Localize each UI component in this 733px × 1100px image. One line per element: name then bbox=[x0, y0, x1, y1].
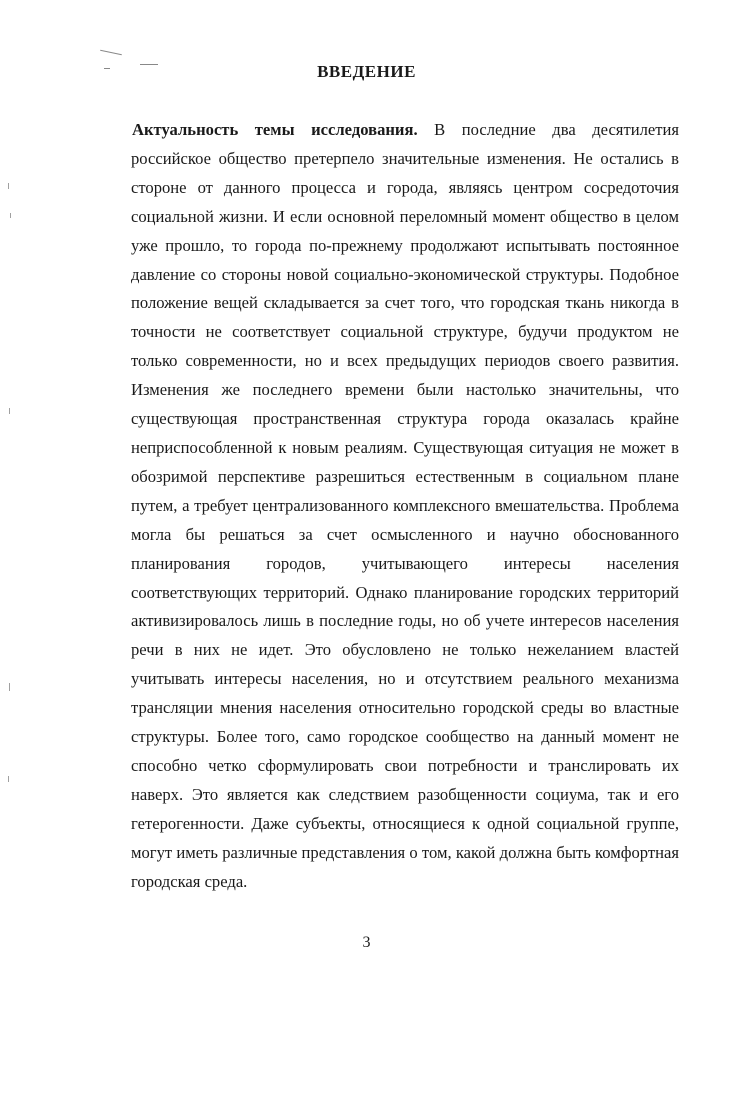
body-paragraph bbox=[131, 116, 679, 896]
scan-artifact bbox=[8, 183, 9, 189]
page-number: 3 bbox=[362, 934, 371, 951]
scan-artifact bbox=[9, 683, 10, 691]
scan-artifact bbox=[10, 213, 11, 218]
scan-artifact bbox=[8, 776, 9, 782]
scan-artifact bbox=[100, 50, 122, 56]
paragraph-lead: Актуальность темы исследования. bbox=[132, 120, 418, 139]
scan-artifact bbox=[9, 408, 10, 414]
paragraph-text: В последние два десятилетия российское общество претерпело значительные изменения. Не остались в стороне от данного процесса и города, являясь центром сосредоточия социальной жизни. И если основной переломный момент общество в целом уже прошло, то города по-прежнему продолжают испытывать постоянное давление со стороны новой социально-экономической структуры. Подобное положение вещей складывается за счет того, что городская ткань никогда в точности не соответствует социальной структуре, будучи продуктом не только современности, но и всех предыдущих периодов своего развития. Изменения же последнего времени были настолько значительны, что существующая пространственная структура города оказалась крайне неприспособленной к новым реалиям. Существующая ситуация не может в обозримой перспективе разрешиться естественным в социальном плане путем, а требует централизованного комплексного вмешательства. Проблема могла бы решаться за счет осмысленного и научно обоснованного планирования городов, учитывающего интересы населения соответствующих территорий. Однако планирование городских территорий активизировалось лишь в последние годы, но об учете интересов населения речи в них не идет. Это обусловлено не только нежеланием властей учитывать интересы населения, но и отсутствием реального механизма трансляции мнения населения относительно городской среды во властные структуры. Более того, само городское сообщество на данный момент не способно четко сформулировать свои потребности и транслировать их наверх. Это является как следствием разобщенности социума, так и его гетерогенности. Даже субъекты, относящиеся к одной социальной группе, могут иметь различные представления о том, какой должна быть комфортная городская среда. bbox=[131, 120, 679, 891]
section-heading: ВВЕДЕНИЕ bbox=[317, 62, 416, 81]
